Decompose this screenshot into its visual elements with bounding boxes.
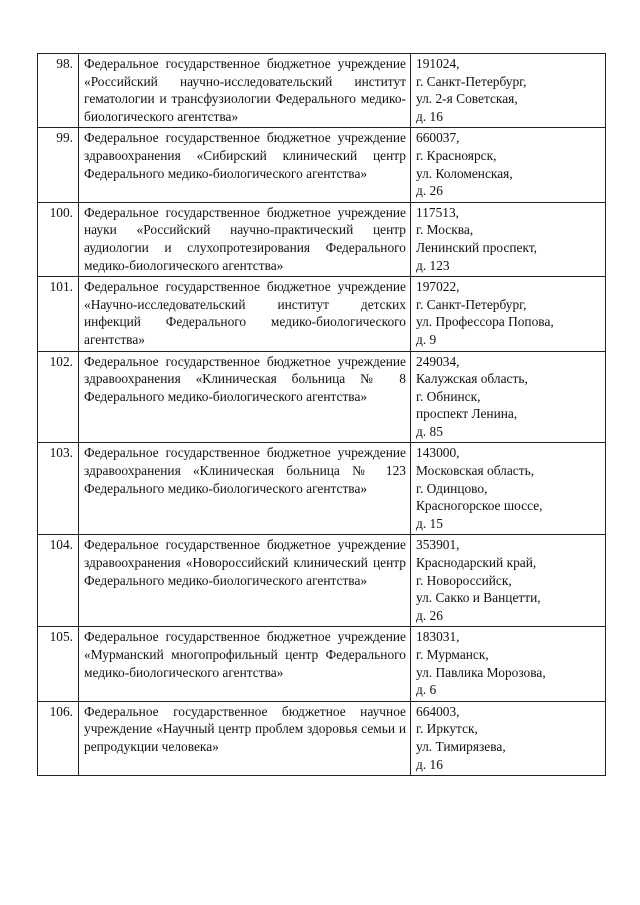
- row-number: 98.: [38, 54, 79, 128]
- address-line: 353901,: [416, 537, 460, 553]
- address-line: 249034,: [416, 353, 460, 369]
- table-row: [38, 277, 606, 351]
- address-line: д. 9: [416, 331, 437, 347]
- institution-name: Федеральное государственное бюджетное учреждение науки «Российский научно-практический центр аудиологии и слухопротезирования Федерального медико-биологического агентства»: [79, 202, 411, 276]
- address-line: д. 6: [416, 682, 437, 698]
- address-line: Калужская область,: [416, 371, 528, 387]
- address-line: д. 16: [416, 756, 443, 772]
- address-line: 183031,: [416, 629, 460, 645]
- address-line: 197022,: [416, 279, 460, 295]
- address-line: г. Обнинск,: [416, 388, 481, 404]
- address-line: г. Санкт-Петербург,: [416, 296, 527, 312]
- institution-name: Федеральное государственное бюджетное научное учреждение «Научный центр проблем здоровья семьи и репродукции человека»: [79, 701, 411, 775]
- address-line: д. 16: [416, 108, 443, 124]
- address-line: 660037,: [416, 130, 460, 146]
- address-line: ул. Сакко и Ванцетти,: [416, 590, 541, 606]
- institution-address: [411, 277, 606, 351]
- address-line: ул. Профессора Попова,: [416, 314, 554, 330]
- table-row: [38, 443, 606, 535]
- table-row: [38, 202, 606, 276]
- address-line: г. Санкт-Петербург,: [416, 73, 527, 89]
- address-line: д. 85: [416, 423, 443, 439]
- table-row: [38, 535, 606, 627]
- table-row: [38, 351, 606, 443]
- row-number: 100.: [38, 202, 79, 276]
- address-line: Ленинский проспект,: [416, 239, 538, 255]
- address-line: 117513,: [416, 204, 460, 220]
- table-row: [38, 701, 606, 775]
- address-line: ул. Коломенская,: [416, 165, 513, 181]
- address-line: г. Мурманск,: [416, 647, 489, 662]
- address-line: д. 123: [416, 257, 450, 273]
- row-number: 106.: [38, 701, 79, 775]
- address-line: г. Красноярск,: [416, 147, 497, 163]
- institution-address: [411, 54, 606, 128]
- address-line: проспект Ленина,: [416, 406, 518, 422]
- institution-name: Федеральное государственное бюджетное учреждение «Мурманский многопрофильный центр Федерального медико-биологического агентства»: [79, 627, 411, 701]
- institution-name: Федеральное государственное бюджетное учреждение здравоохранения «Новороссийский клинический центр Федерального медико-биологического агентства»: [79, 535, 411, 627]
- address-line: г. Одинцово,: [416, 480, 488, 496]
- address-line: г. Москва,: [416, 222, 474, 238]
- address-line: ул. Тимирязева,: [416, 738, 506, 754]
- address-line: 191024,: [416, 56, 460, 71]
- address-line: ул. 2-я Советская,: [416, 91, 518, 107]
- address-line: Краснодарский край,: [416, 555, 537, 571]
- institution-address: [411, 128, 606, 202]
- row-number: 102.: [38, 351, 79, 443]
- institution-name: Федеральное государственное бюджетное учреждение «Научно-исследовательский институт детских инфекций Федерального медико-биологического агентства»: [79, 277, 411, 351]
- row-number: 105.: [38, 627, 79, 701]
- institution-name: Федеральное государственное бюджетное учреждение здравоохранения «Клиническая больница № 8 Федерального медико-биологического агентства»: [79, 351, 411, 443]
- table-row: [38, 54, 606, 128]
- table-row: [38, 128, 606, 202]
- table-row: [38, 627, 606, 701]
- row-number: 104.: [38, 535, 79, 627]
- address-line: 143000,: [416, 445, 460, 461]
- address-line: ул. Павлика Морозова,: [416, 664, 546, 680]
- address-line: д. 15: [416, 515, 443, 531]
- address-line: Московская область,: [416, 463, 535, 479]
- table-body: [38, 54, 606, 776]
- institution-address: [411, 701, 606, 775]
- institution-name: Федеральное государственное бюджетное учреждение здравоохранения «Сибирский клинический центр Федерального медико-биологического агентства»: [79, 128, 411, 202]
- institution-address: [411, 627, 606, 701]
- row-number: 99.: [38, 128, 79, 202]
- institution-address: [411, 535, 606, 627]
- institution-name: Федеральное государственное бюджетное учреждение «Российский научно-исследовательский институт гематологии и трансфузиологии Федерального медико-биологического агентства»: [79, 54, 411, 128]
- institution-address: [411, 351, 606, 443]
- address-line: д. 26: [416, 183, 443, 199]
- address-line: 664003,: [416, 703, 460, 719]
- institution-address: [411, 443, 606, 535]
- address-line: Красногорское шоссе,: [416, 498, 543, 514]
- address-line: д. 26: [416, 607, 443, 623]
- institution-name: Федеральное государственное бюджетное учреждение здравоохранения «Клиническая больница № 123 Федерального медико-биологического агентства»: [79, 443, 411, 535]
- address-line: г. Иркутск,: [416, 721, 478, 737]
- institutions-table: [37, 53, 606, 776]
- row-number: 103.: [38, 443, 79, 535]
- institution-address: [411, 202, 606, 276]
- address-line: г. Новороссийск,: [416, 572, 512, 588]
- row-number: 101.: [38, 277, 79, 351]
